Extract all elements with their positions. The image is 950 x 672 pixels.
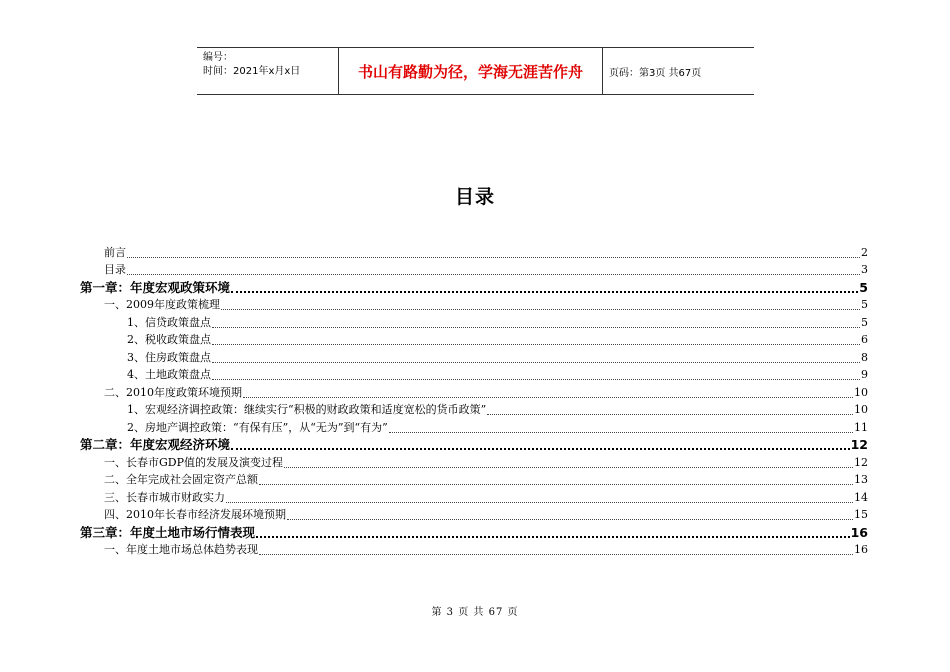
toc-leader-dots	[256, 535, 850, 538]
toc-leader-dots	[212, 343, 860, 345]
toc-entry-page: 9	[861, 368, 868, 381]
header-motto: 书山有路勤为径，学海无涯苦作舟	[339, 48, 603, 94]
toc-leader-dots	[284, 466, 853, 468]
toc-entry-page: 5	[861, 315, 868, 329]
toc-leader-dots	[243, 396, 853, 398]
toc-entry-page: 2	[861, 245, 868, 259]
toc-entry-page: 8	[861, 350, 868, 364]
toc-leader-dots	[231, 447, 850, 450]
toc-entry[interactable]	[80, 313, 868, 331]
toc-chapter-entry[interactable]	[80, 523, 868, 541]
toc-entry-page: 16	[850, 524, 868, 540]
toc-entry-page: 3	[861, 263, 868, 276]
toc-entry[interactable]	[80, 506, 868, 524]
toc-entry[interactable]	[80, 261, 868, 279]
toc-leader-dots	[259, 483, 853, 485]
toc-chapter-entry[interactable]	[80, 436, 868, 454]
toc-entry[interactable]	[80, 488, 868, 506]
toc-entry-label: 第二章：年度宏观经济环境	[80, 437, 231, 452]
toc-entry-label: 四、2010年长春市经济发展环境预期	[104, 508, 286, 521]
toc-entry[interactable]	[80, 243, 868, 261]
toc-entry-page: 13	[854, 473, 868, 486]
toc-entry-page: 14	[854, 490, 868, 504]
toc-entry-page: 16	[854, 543, 868, 556]
toc-entry-page: 10	[854, 385, 868, 399]
toc-leader-dots	[487, 413, 853, 415]
toc-entry[interactable]	[80, 331, 868, 349]
toc-entry-page: 15	[854, 508, 868, 521]
toc-entry-label: 3、住房政策盘点	[127, 350, 211, 364]
toc-entry-page: 12	[854, 455, 868, 469]
toc-entry-label: 三、长春市城市财政实力	[104, 490, 225, 504]
page-header	[197, 47, 754, 95]
toc-leader-dots	[212, 361, 860, 363]
toc-entry-label: 一、年度土地市场总体趋势表现	[104, 543, 258, 556]
toc-entry-page: 5	[861, 298, 868, 311]
toc-chapter-entry[interactable]	[80, 278, 868, 296]
toc-entry[interactable]	[80, 296, 868, 314]
toc-entry[interactable]	[80, 348, 868, 366]
toc-entry-label: 2、房地产调控政策：“有保有压”，从“无为”到“有为”	[127, 420, 388, 434]
toc-entry-page: 6	[861, 333, 868, 346]
toc-entry-label: 第一章：年度宏观政策环境	[80, 279, 231, 295]
toc-entry[interactable]	[80, 383, 868, 401]
toc-leader-dots	[259, 553, 853, 555]
toc-entry-page: 11	[854, 420, 868, 434]
toc-entry-label: 2、税收政策盘点	[127, 333, 211, 346]
page-footer: 第 3 页 共 67 页	[431, 607, 519, 618]
toc-leader-dots	[221, 308, 860, 310]
header-page-code: 页码：第3页 共67页	[609, 67, 702, 79]
toc-entry-label: 1、宏观经济调控政策：继续实行“积极的财政政策和适度宽松的货币政策”	[127, 403, 487, 416]
toc-entry-page: 10	[854, 403, 868, 416]
toc-entry-label: 二、全年完成社会固定资产总额	[104, 473, 258, 486]
toc-title: 目录	[454, 186, 495, 208]
toc-entry[interactable]	[80, 453, 868, 471]
toc-leader-dots	[212, 326, 860, 328]
toc-entry[interactable]	[80, 418, 868, 436]
toc-entry[interactable]	[80, 471, 868, 489]
toc-leader-dots	[127, 256, 860, 258]
toc-entry-label: 一、2009年度政策梳理	[104, 298, 220, 311]
header-meta-cell	[197, 48, 339, 94]
toc-entry[interactable]	[80, 401, 868, 419]
toc-entry-label: 二、2010年度政策环境预期	[104, 385, 242, 399]
toc-entry-label: 目录	[104, 263, 126, 276]
toc-leader-dots	[389, 431, 853, 433]
toc-entry-label: 前言	[104, 245, 126, 259]
toc-entry[interactable]	[80, 366, 868, 384]
toc-entry[interactable]	[80, 541, 868, 559]
toc-entry-page: 5	[859, 279, 868, 295]
toc-leader-dots	[226, 501, 853, 503]
toc-leader-dots	[231, 290, 858, 293]
header-number-label: 编号：	[203, 52, 233, 63]
toc-leader-dots	[127, 273, 860, 275]
header-time-label: 时间：2021年x月x日	[203, 66, 301, 77]
toc-leader-dots	[212, 378, 860, 380]
toc-entry-label: 1、信贷政策盘点	[127, 315, 211, 329]
table-of-contents	[80, 243, 868, 558]
toc-entry-label: 4、土地政策盘点	[127, 368, 211, 381]
toc-leader-dots	[287, 518, 853, 520]
toc-entry-label: 一、长春市GDP值的发展及演变过程	[104, 455, 284, 469]
toc-entry-label: 第三章：年度土地市场行情表现	[80, 524, 256, 540]
toc-entry-page: 12	[850, 437, 868, 452]
